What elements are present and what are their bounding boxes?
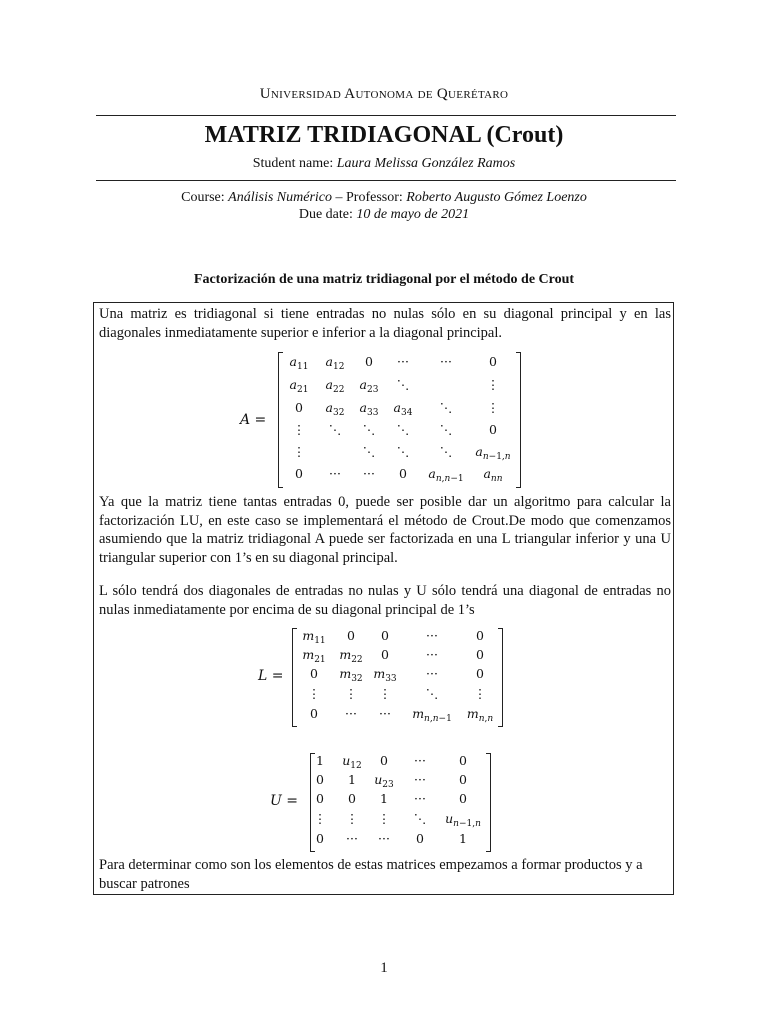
matrix-a-cell: ⋱ — [362, 422, 376, 437]
matrix-a-cell: ⋮ — [486, 400, 500, 415]
matrix-a-cell: $a_{12}$ — [325, 354, 345, 372]
matrix-a-cell: ⋱ — [396, 422, 410, 437]
matrix-l-cell: ··· — [426, 628, 438, 643]
matrix-l-cell: ··· — [379, 706, 391, 721]
matrix-a-cell: ··· — [329, 466, 341, 481]
matrix-l-cell: ⋱ — [425, 686, 439, 701]
matrix-u-cell: 1 — [316, 753, 324, 768]
matrix-u-cell: 1 — [380, 791, 388, 806]
matrix-a-cell: ⋱ — [439, 400, 453, 415]
matrix-a-cell: $a_{n,n-1}$ — [428, 466, 464, 484]
matrix-a-cell: $a_{32}$ — [325, 400, 345, 418]
matrix-u-cell: ··· — [378, 831, 390, 846]
matrix-u-cell: 0 — [380, 753, 388, 768]
matrix-l-right-bracket — [498, 628, 503, 727]
matrix-a-cell: 0 — [295, 466, 303, 481]
paragraph-products: Para determinar como son los elementos de estas matrices empezamos a formar productos y a buscar patrones — [99, 857, 643, 892]
due-date-label: Due date: — [298, 207, 353, 222]
matrix-l-cell: $m_{22}$ — [339, 647, 363, 665]
matrix-u-label: U = — [270, 793, 298, 809]
matrix-l-label: L = — [258, 668, 284, 684]
matrix-l — [258, 628, 508, 728]
matrix-l-cell: 0 — [381, 628, 389, 643]
matrix-u-cell: ⋮ — [377, 811, 391, 826]
section-title: Factorización de una matriz tridiagonal por el método de Crout — [193, 272, 575, 287]
matrix-u-cell: 0 — [316, 791, 324, 806]
matrix-a-cell: ··· — [440, 354, 452, 369]
professor-label: Professor: — [346, 190, 403, 205]
matrix-a-cell: $a_{22}$ — [325, 377, 345, 395]
matrix-u-cell: ··· — [414, 772, 426, 787]
paragraph-diagonals: L sólo tendrá dos diagonales de entradas no nulas y U sólo tendrá una diagonal de entradas no nulas inmediatamente por encima de su diagonal principal de 1’s — [99, 583, 671, 618]
matrix-l-cell: ··· — [426, 666, 438, 681]
matrix-u-cell: ··· — [414, 753, 426, 768]
matrix-a-cell: 0 — [489, 422, 497, 437]
matrix-a-cell: ⋱ — [439, 422, 453, 437]
matrix-a-cell: ⋱ — [362, 444, 376, 459]
matrix-l-cell: ⋮ — [378, 686, 392, 701]
matrix-u-cell: 0 — [316, 831, 324, 846]
paragraph-definition: Una matriz es tridiagonal si tiene entradas no nulas sólo en su diagonal principal y en las diagonales inmediatamente superior e inferior a la diagonal principal. — [99, 306, 671, 341]
matrix-a-cell: $a_{n-1,n}$ — [475, 444, 511, 462]
paragraph-crout-intro: Ya que la matriz tiene tantas entradas 0, puede ser posible dar un algoritmo para calcular la factorización LU, en este caso se implementará el método de Crout.De modo que comenzamos asumiendo que la matriz tridiagonal A puede ser factorizada en una L triangular inferior y una U triangular superior con 1’s en su diagonal principal. — [99, 494, 671, 566]
matrix-u — [270, 753, 500, 853]
matrix-l-cell: ··· — [345, 706, 357, 721]
matrix-a-cell: $a_{nn}$ — [483, 466, 503, 484]
matrix-a-cell: ⋮ — [486, 377, 500, 392]
matrix-l-cell: ⋮ — [473, 686, 487, 701]
matrix-u-cell: 0 — [459, 753, 467, 768]
matrix-a-cell: 0 — [365, 354, 373, 369]
document-title: MATRIZ TRIDIAGONAL (Crout) — [204, 122, 564, 148]
matrix-l-cell: $m_{n,n}$ — [466, 706, 494, 724]
matrix-u-cell: ⋮ — [313, 811, 327, 826]
matrix-a — [240, 352, 530, 488]
university-name: Universidad Autonoma de Querétaro — [259, 86, 509, 102]
matrix-u-cell: ⋮ — [345, 811, 359, 826]
course-line — [0, 190, 768, 206]
matrix-u-cell: 0 — [459, 791, 467, 806]
matrix-l-cell: 0 — [310, 706, 318, 721]
matrix-a-cell: 0 — [295, 400, 303, 415]
matrix-l-cell: 0 — [310, 666, 318, 681]
matrix-a-label: A = — [240, 412, 267, 428]
matrix-u-right-bracket — [486, 753, 491, 852]
matrix-a-cell: ⋮ — [292, 422, 306, 437]
matrix-a-cell: ··· — [363, 466, 375, 481]
professor-name: Roberto Augusto Gómez Loenzo — [406, 190, 587, 205]
matrix-l-cell: 0 — [476, 647, 484, 662]
course-name: Análisis Numérico — [228, 190, 333, 205]
course-label: Course: — [181, 190, 225, 205]
matrix-l-cell: 0 — [347, 628, 355, 643]
matrix-u-cell: $u_{12}$ — [342, 753, 362, 771]
matrix-l-cell: ··· — [426, 647, 438, 662]
matrix-l-cell: 0 — [476, 628, 484, 643]
matrix-a-cell: $a_{34}$ — [393, 400, 413, 418]
matrix-u-cell: $u_{23}$ — [374, 772, 394, 790]
matrix-a-cell: $a_{33}$ — [359, 400, 379, 418]
matrix-a-cell: 0 — [399, 466, 407, 481]
matrix-u-cell: $u_{n-1,n}$ — [445, 811, 481, 829]
matrix-l-cell: 0 — [381, 647, 389, 662]
matrix-u-cell: 0 — [459, 772, 467, 787]
matrix-a-cell: $a_{11}$ — [289, 354, 309, 372]
matrix-u-cell: ⋱ — [413, 811, 427, 826]
matrix-l-cell: $m_{21}$ — [302, 647, 326, 665]
due-date-line — [0, 207, 768, 223]
matrix-u-cell: 0 — [416, 831, 424, 846]
matrix-a-cell: ⋮ — [292, 444, 306, 459]
matrix-l-cell: ⋮ — [307, 686, 321, 701]
matrix-u-cell: 1 — [348, 772, 356, 787]
student-name: Laura Melissa González Ramos — [336, 156, 516, 171]
matrix-l-cell: 0 — [476, 666, 484, 681]
matrix-u-cell: 0 — [316, 772, 324, 787]
matrix-a-cell: ⋱ — [396, 377, 410, 392]
matrix-a-cell: ⋱ — [439, 444, 453, 459]
matrix-l-cell: $m_{11}$ — [302, 628, 326, 646]
due-date: 10 de mayo de 2021 — [356, 207, 470, 222]
matrix-l-cell: $m_{n,n-1}$ — [412, 706, 452, 724]
matrix-u-cell: ··· — [414, 791, 426, 806]
course-dash: – — [335, 190, 343, 205]
matrix-a-cell: $a_{23}$ — [359, 377, 379, 395]
matrix-u-cell: 0 — [348, 791, 356, 806]
matrix-u-cell: 1 — [459, 831, 467, 846]
matrix-l-cell: ⋮ — [344, 686, 358, 701]
student-label: Student name: — [252, 156, 334, 171]
matrix-l-cell: $m_{32}$ — [339, 666, 363, 684]
matrix-u-cell: ··· — [346, 831, 358, 846]
student-line — [0, 156, 768, 172]
header-top-rule — [96, 115, 676, 116]
page-number: 1 — [380, 960, 388, 976]
matrix-a-cell: $a_{21}$ — [289, 377, 309, 395]
matrix-l-cell: $m_{33}$ — [373, 666, 397, 684]
matrix-a-cell: ⋱ — [328, 422, 342, 437]
matrix-a-cell: ⋱ — [396, 444, 410, 459]
matrix-a-cell: 0 — [489, 354, 497, 369]
matrix-a-cell: ··· — [397, 354, 409, 369]
header-bottom-rule — [96, 180, 676, 181]
